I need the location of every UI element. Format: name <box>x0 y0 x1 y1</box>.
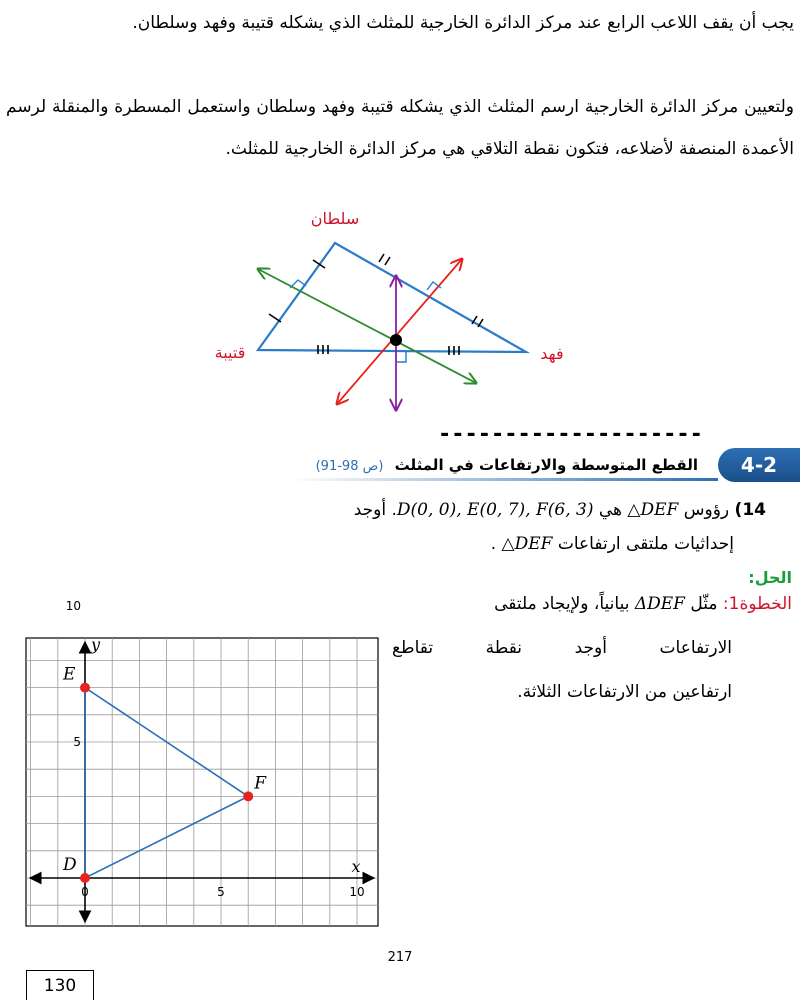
x-tick-label: 10 <box>349 885 365 899</box>
right-angle-mark <box>396 352 406 362</box>
question-number: 14) <box>734 500 766 520</box>
step-text-b: بيانياً، ولإيجاد ملتقى <box>494 594 630 614</box>
section-number: 4-2 <box>718 448 800 482</box>
circumcenter-point <box>390 334 402 346</box>
question-text-b: إحداثيات ملتقى ارتفاعات <box>557 534 734 554</box>
step-text-a: مثّل <box>690 594 718 614</box>
section-pages: (ص 98-91) <box>315 459 384 474</box>
step-name: الخطوة1: <box>722 594 792 614</box>
question-triangle-2: △DEF <box>501 534 553 554</box>
step-triangle: ΔDEF <box>634 594 685 614</box>
congruence-ticks <box>269 254 483 355</box>
intro-paragraph-2: ولتعيين مركز الدائرة الخارجية ارسم المثلث الذي يشكله قتيبة وفهد وسلطان واستعمل المسطرة والمنقلة لرسم الأعمدة المنصفة لأضلاعه، فتكون نقطة التلاقي هي مركز الدائرة الخارجية للمثلث. <box>6 97 794 159</box>
label-sultan: سلطان <box>310 209 360 228</box>
solution-label: الحل: <box>748 568 792 587</box>
vertex-points <box>62 665 267 883</box>
divider: -------------------- <box>438 422 703 447</box>
x-tick-label: 5 <box>217 885 225 899</box>
vertex-d <box>80 873 90 883</box>
vertex-label-d: D <box>63 855 77 875</box>
y-axis-label: y <box>91 635 101 654</box>
right-angle-mark <box>427 282 441 290</box>
circumcenter-diagram <box>200 200 580 420</box>
section-header <box>170 448 800 484</box>
x-axis-label: x <box>351 857 361 876</box>
page-number: 217 <box>387 950 413 965</box>
coordinate-graph <box>22 599 382 934</box>
tick-labels <box>66 599 365 899</box>
question-is: هي <box>598 500 623 520</box>
solution-step-line-3: ارتفاعين من الارتفاعات الثلاثة. <box>517 682 732 702</box>
x-tick-label: 0 <box>81 885 89 899</box>
graph-frame <box>26 638 378 926</box>
vertex-e <box>80 683 90 693</box>
box-number: 130 <box>26 970 94 1000</box>
question-find: . أوجد <box>353 500 397 520</box>
solution-step-1 <box>392 582 792 626</box>
section-title-text: القطع المتوسطة والارتفاعات في المثلث <box>394 456 698 474</box>
vertex-label-f: F <box>254 773 266 794</box>
question-end: . <box>490 534 497 554</box>
label-fahd: فهد <box>540 344 564 363</box>
label-qutaiba: قتيبة <box>214 343 246 362</box>
question-line-1 <box>66 494 766 526</box>
y-tick-label: 10 <box>65 599 81 613</box>
question-vertices: D(0, 0), E(0, 7), F(6, 3) <box>396 500 594 520</box>
section-underline <box>288 478 718 481</box>
section-title <box>316 448 718 482</box>
question-triangle: △DEF <box>627 500 679 520</box>
grid-lines <box>26 638 378 926</box>
solution-step-line-2: الارتفاعات أوجد نقطة تقاطع <box>392 638 732 658</box>
y-tick-label: 5 <box>73 735 81 749</box>
intro-paragraph-1: يجب أن يقف اللاعب الرابع عند مركز الدائرة الخارجية للمثلث الذي يشكله قتيبة وفهد وسلطان. <box>132 13 794 33</box>
question-line-2 <box>94 528 734 560</box>
vertex-label-e: E <box>63 664 76 685</box>
vertex-f <box>243 791 253 801</box>
question-text-a: رؤوس <box>683 500 730 520</box>
bisector-green <box>258 269 476 383</box>
